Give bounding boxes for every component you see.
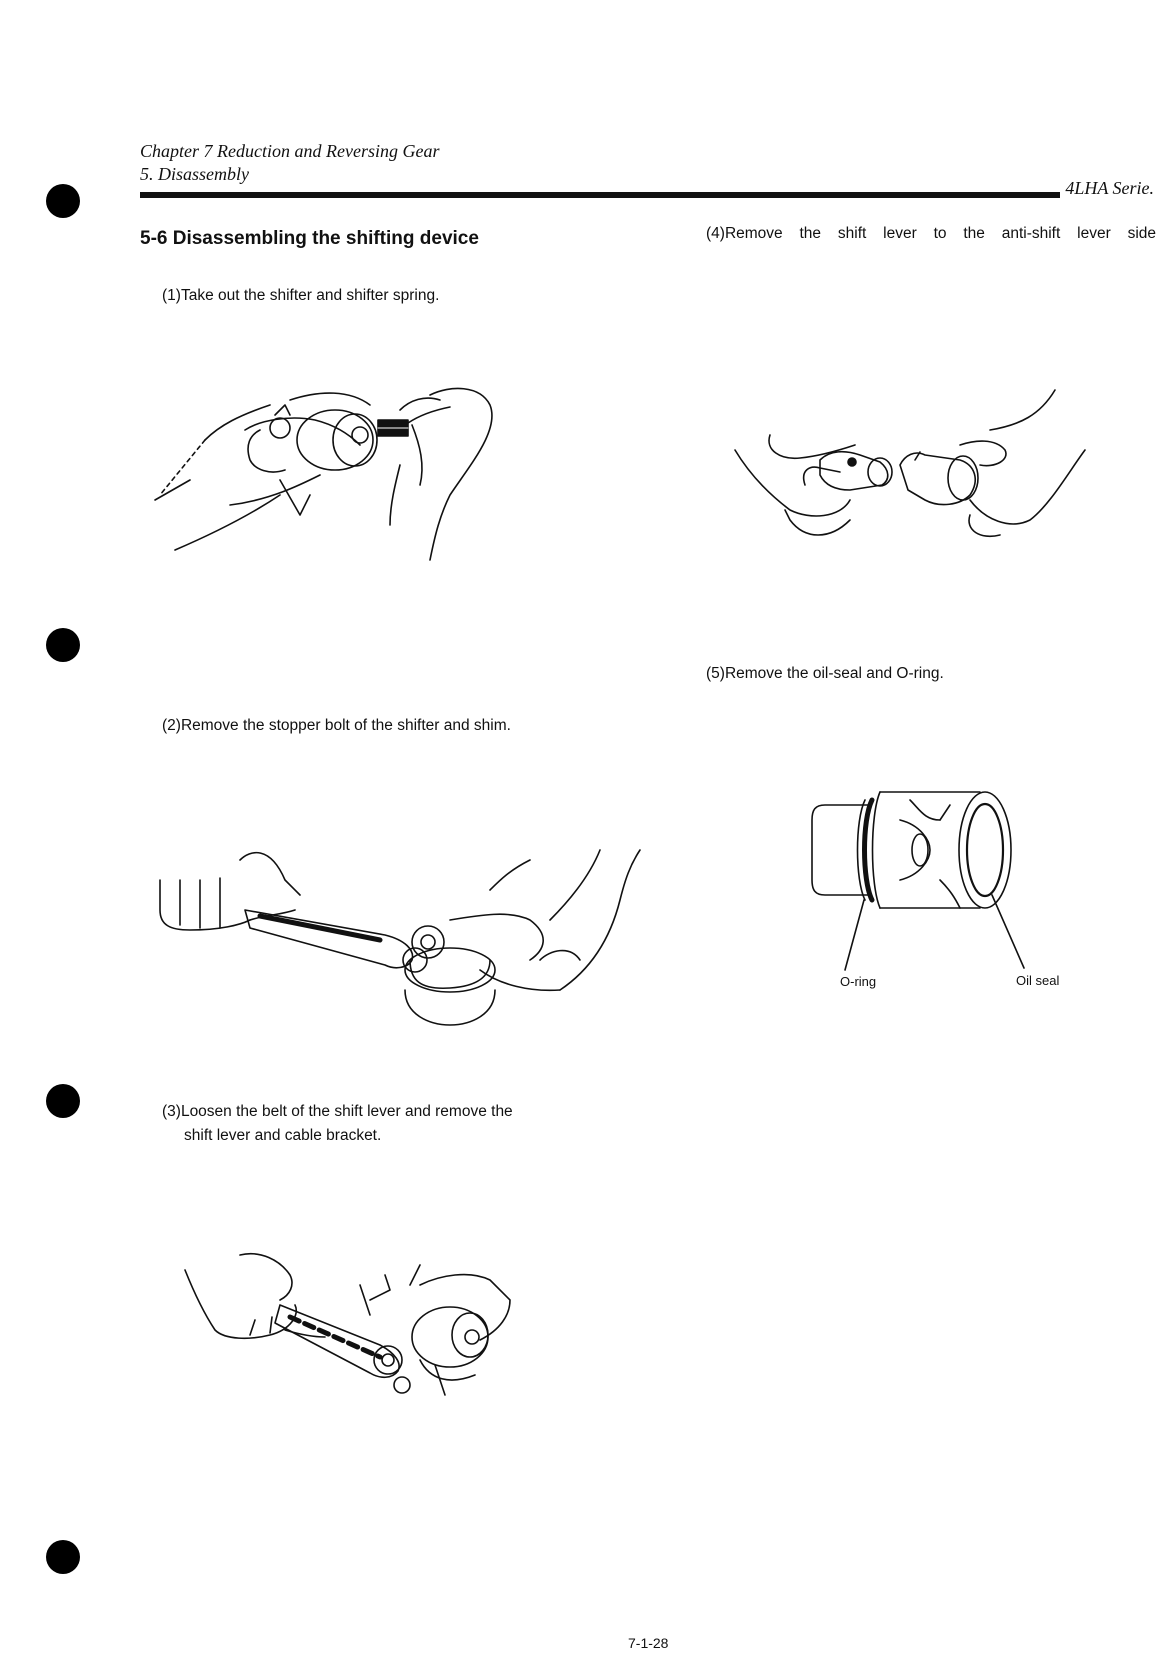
figure-4-illustration: [730, 390, 1090, 570]
figure-1-illustration: [150, 385, 510, 565]
step-1-text: (1)Take out the shifter and shifter spring.: [162, 287, 440, 304]
step-2-text: (2)Remove the stopper bolt of the shifter and shim.: [162, 717, 511, 734]
punch-hole: [46, 184, 80, 218]
punch-hole: [46, 1084, 80, 1118]
figure-3-illustration: [180, 1245, 520, 1405]
punch-hole: [46, 1540, 80, 1574]
step-4-text: (4)Remove the shift lever to the anti-shift lever side: [706, 225, 1156, 242]
chapter-heading: Chapter 7 Reduction and Reversing Gear: [140, 141, 440, 161]
step-5-text: (5)Remove the oil-seal and O-ring.: [706, 665, 944, 682]
page-number: 7-1-28: [628, 1635, 669, 1651]
punch-hole: [46, 628, 80, 662]
figure-2-illustration: [150, 820, 640, 1020]
figure-5-illustration: [800, 780, 1060, 980]
section-title: 5-6 Disassembling the shifting device: [140, 228, 479, 249]
header-rule: [140, 192, 1060, 198]
series-label: 4LHA Serie.: [1065, 178, 1154, 198]
o-ring-label: O-ring: [840, 974, 877, 989]
step-3-line-2: shift lever and cable bracket.: [184, 1127, 382, 1144]
step-3-line-1: (3)Loosen the belt of the shift lever and remove the: [162, 1103, 513, 1120]
step-3-text: [162, 1100, 622, 1148]
section-heading: 5. Disassembly: [140, 164, 249, 184]
oil-seal-label: Oil seal: [1016, 973, 1060, 988]
